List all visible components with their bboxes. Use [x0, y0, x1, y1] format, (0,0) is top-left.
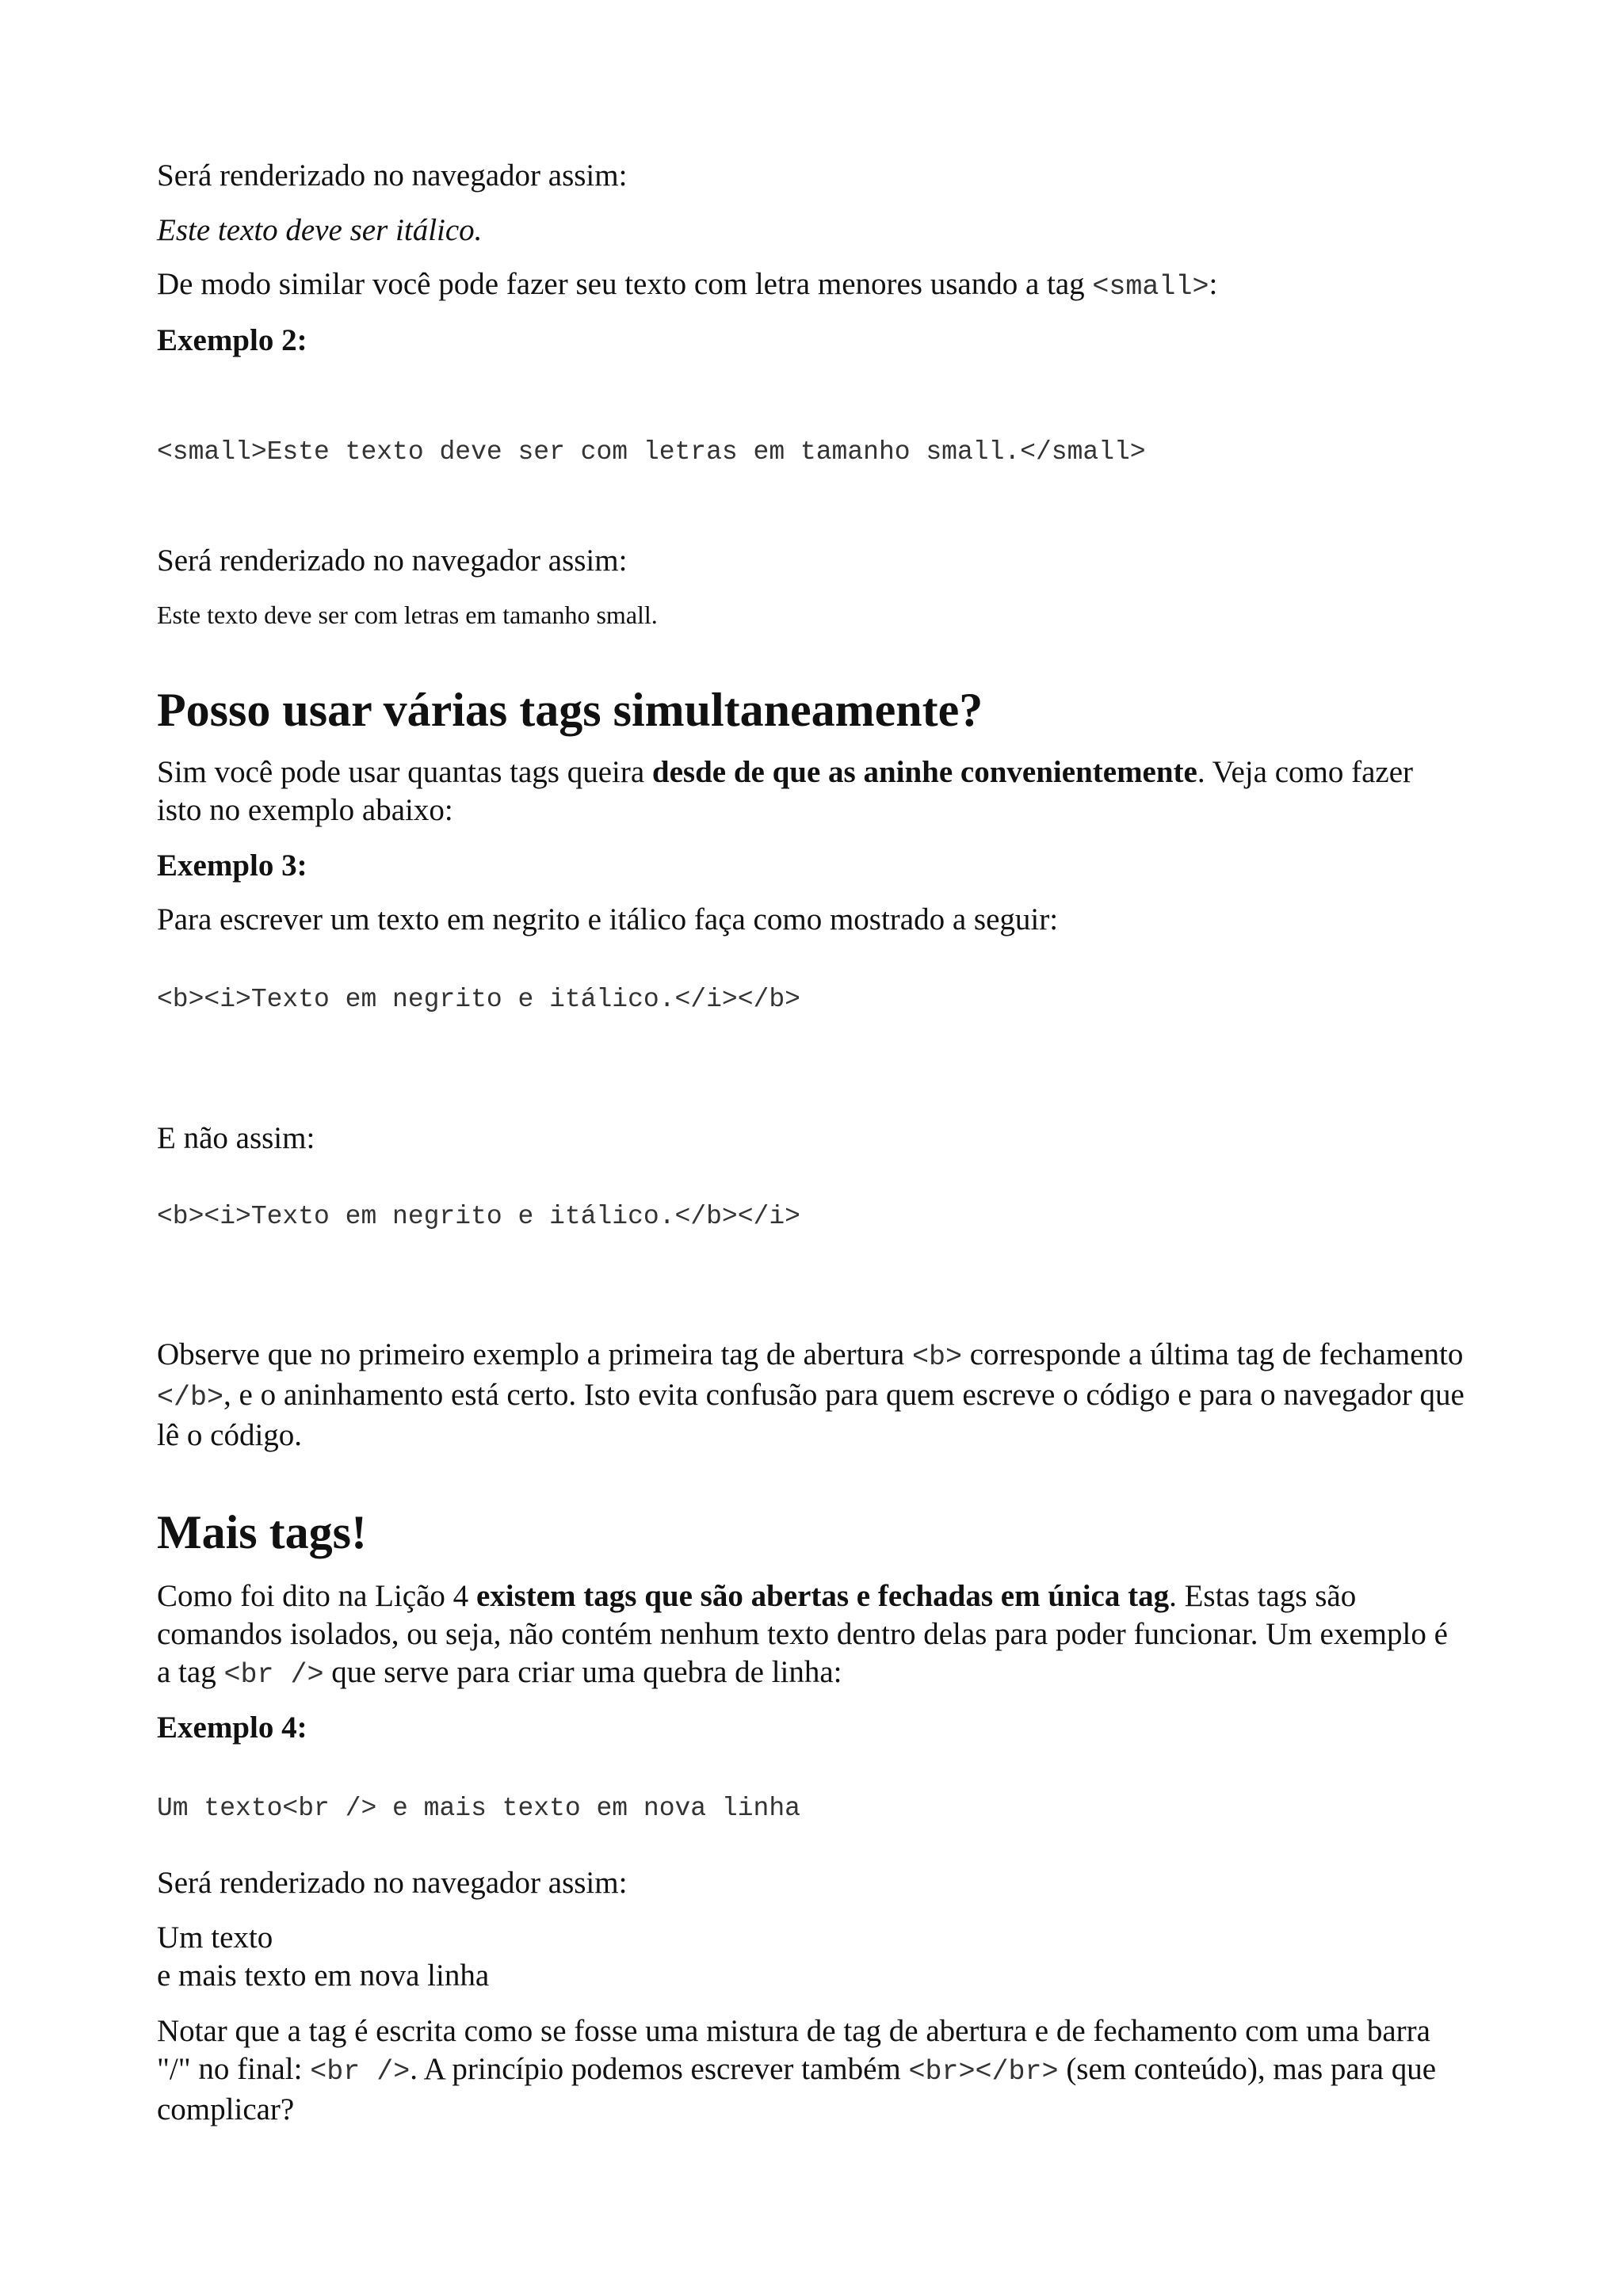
- nesting-intro: [157, 753, 1465, 830]
- example-3-title: Exemplo 3:: [157, 849, 307, 883]
- more-tags-text-3: que serve para criar uma quebra de linha:: [323, 1655, 842, 1689]
- small-tag-intro-text: De modo similar você pode fazer seu texto com letra menores usando a tag: [157, 267, 1093, 301]
- observation-code-open: <b>: [911, 1341, 962, 1373]
- closing-note-code-1: <br />: [310, 2056, 411, 2088]
- observation-code-close: </b>: [157, 1382, 224, 1413]
- example-4-code: Um texto<br /> e mais texto em nova linha: [157, 1794, 800, 1823]
- render-note-2: Será renderizado no navegador assim:: [157, 543, 628, 578]
- example-2-title: Exemplo 2:: [157, 323, 307, 357]
- more-tags-intro: [157, 1577, 1465, 1694]
- small-render-example: Este texto deve ser com letras em tamanho small.: [157, 601, 658, 629]
- example-3-text: Para escrever um texto em negrito e itálico faça como mostrado a seguir:: [157, 902, 1059, 936]
- more-tags-inline-code: <br />: [223, 1659, 324, 1691]
- render-note-3: Será renderizado no navegador assim:: [157, 1866, 628, 1900]
- code-wrong-nesting: <b><i>Texto em negrito e itálico.</b></i>: [157, 1202, 800, 1231]
- italic-render-example: Este texto deve ser itálico.: [157, 213, 483, 247]
- observation-text-2: corresponde a última tag de fechamento: [961, 1337, 1464, 1371]
- code-correct-nesting: <b><i>Texto em negrito e itálico.</i></b>: [157, 985, 800, 1014]
- section-heading-more-tags: Mais tags!: [157, 1506, 367, 1558]
- nesting-intro-bold: desde de que as aninhe convenientemente: [651, 755, 1197, 789]
- nesting-observation: [157, 1336, 1465, 1455]
- observation-text-3: , e o aninhamento está certo. Isto evita confusão para quem escreve o código e para o navegador que lê o código.: [157, 1378, 1465, 1452]
- example-4-title: Exemplo 4:: [157, 1711, 307, 1745]
- closing-note-code-2: <br></br>: [908, 2056, 1059, 2088]
- render-note-1: Será renderizado no navegador assim:: [157, 158, 628, 193]
- small-tag-intro: [157, 265, 1465, 306]
- more-tags-text-1: Como foi dito na Lição 4: [157, 1579, 476, 1613]
- observation-text-1: Observe que no primeiro exemplo a primeira tag de abertura: [157, 1337, 912, 1371]
- line-break-render: [157, 1919, 1465, 1995]
- closing-note-text-2: . A princípio podemos escrever também: [410, 2052, 909, 2086]
- nesting-intro-end: . Veja como fazer isto no exemplo abaixo:: [157, 755, 1414, 827]
- render-line-1: Um texto: [157, 1920, 273, 1955]
- closing-note-text-3: (sem conteúdo), mas para que complicar?: [157, 2052, 1437, 2126]
- render-line-2: e mais texto em nova linha: [157, 1958, 490, 1993]
- small-tag-intro-end: :: [1209, 267, 1218, 301]
- closing-note: [157, 2012, 1465, 2129]
- closing-note-text-1: Notar que a tag é escrita como se fosse uma mistura de tag de abertura e de fechamento com uma barra "/" no final:: [157, 2014, 1430, 2086]
- small-tag-inline-code: <small>: [1092, 271, 1209, 303]
- nesting-intro-text: Sim você pode usar quantas tags queira: [157, 755, 652, 789]
- example-2-code: <small>Este texto deve ser com letras em tamanho small.</small>: [157, 437, 1146, 467]
- more-tags-text-2: . Estas tags são comandos isolados, ou seja, não contém nenhum texto dentro delas para poder funcionar. Um exemplo é a tag: [157, 1579, 1448, 1689]
- more-tags-bold: existem tags que são abertas e fechadas em única tag: [475, 1579, 1170, 1613]
- section-heading-nesting: Posso usar várias tags simultaneamente?: [157, 684, 983, 736]
- not-like-this-label: E não assim:: [157, 1121, 315, 1155]
